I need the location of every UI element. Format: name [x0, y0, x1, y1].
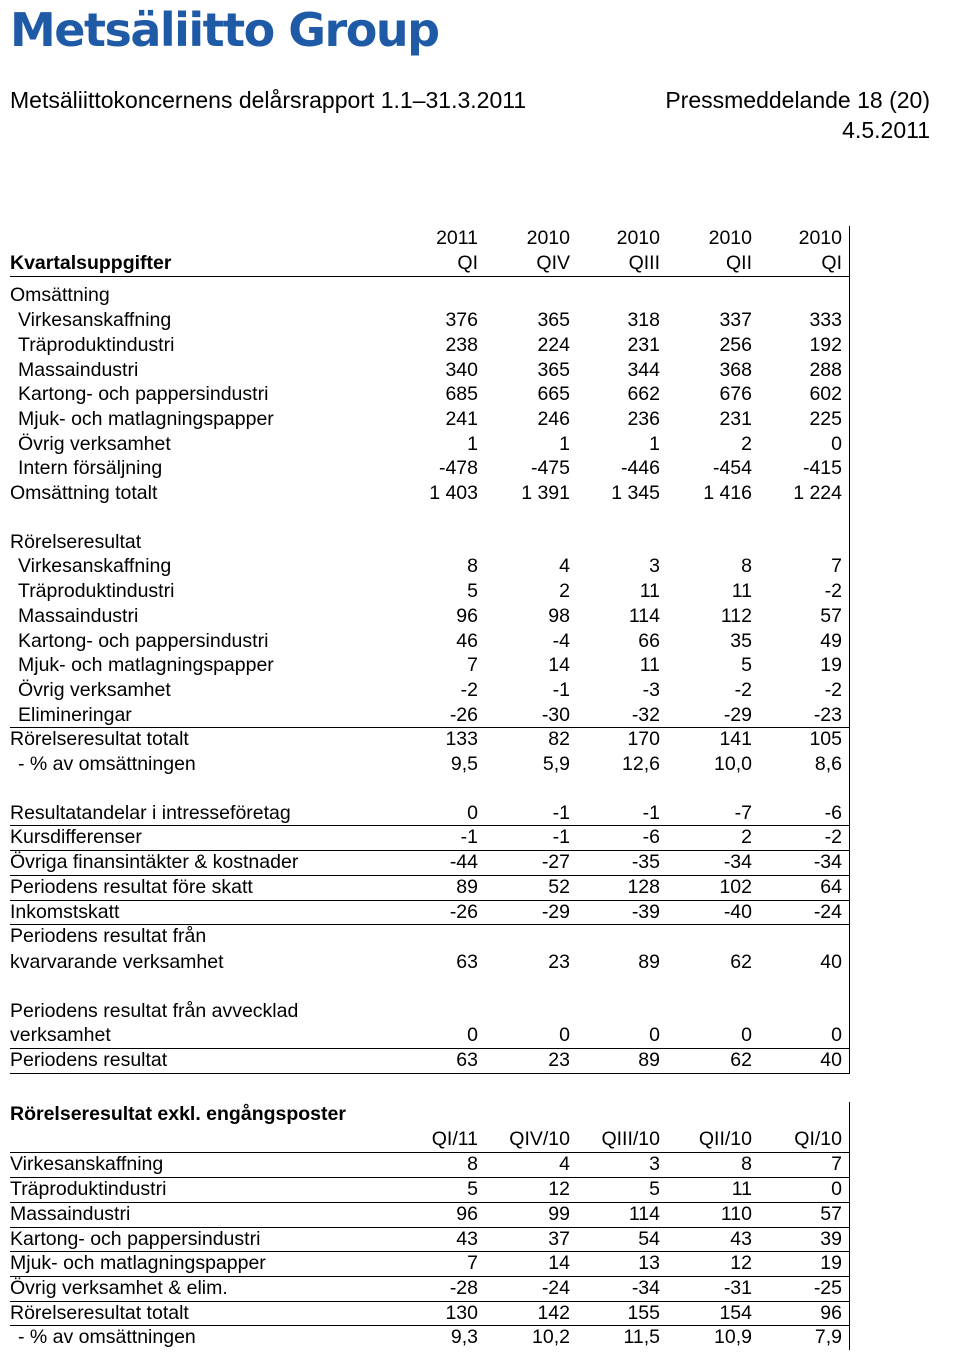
cell-value: 365 — [537, 358, 570, 381]
cell-value: 11 — [731, 580, 752, 603]
cell-value: 9,5 — [450, 753, 478, 775]
cell-value: 155 — [627, 1301, 660, 1324]
report-title: Metsäliittokoncernens delårsrapport 1.1–31.3.2011 — [10, 87, 527, 113]
row-label: Periodens resultat före skatt — [10, 875, 253, 898]
table-row — [10, 1023, 850, 1048]
row-label: kvarvarande verksamhet — [10, 950, 224, 973]
table-row — [10, 358, 850, 383]
cell-value: 8 — [467, 555, 478, 578]
row-label: Övrig verksamhet & elim. — [10, 1276, 228, 1299]
cell-value: 10,2 — [532, 1326, 570, 1349]
cell-value: 337 — [719, 309, 752, 332]
cell-value: 224 — [537, 333, 570, 356]
section-heading — [10, 530, 850, 555]
cell-value: -34 — [813, 851, 842, 874]
cell-value: 5 — [741, 654, 752, 677]
cell-value: 19 — [820, 1252, 842, 1275]
row-label: Intern försäljning — [18, 457, 163, 480]
cell-value: 1 416 — [703, 482, 752, 504]
cell-value: -4 — [552, 629, 570, 652]
cell-value: 238 — [445, 333, 478, 356]
cell-value: 344 — [627, 358, 660, 381]
table-row — [10, 801, 850, 826]
cell-value: 141 — [719, 728, 752, 751]
cell-value: -7 — [734, 801, 752, 824]
cell-value: 676 — [719, 383, 752, 406]
cell-value: 0 — [741, 1024, 752, 1047]
table-border — [849, 1102, 850, 1350]
cell-value: -454 — [712, 457, 752, 480]
table-row — [10, 456, 850, 481]
cell-value: -40 — [723, 900, 752, 923]
row-label: Övriga finansintäkter & kostnader — [10, 851, 299, 874]
cell-value: 2010 — [526, 227, 570, 249]
cell-value: 96 — [456, 604, 478, 627]
cell-value: 662 — [627, 383, 660, 406]
cell-value: 5 — [649, 1178, 660, 1201]
cell-value: 96 — [456, 1202, 478, 1225]
table-row — [10, 1202, 850, 1227]
row-label: Virkesanskaffning — [18, 309, 172, 332]
cell-value: -1 — [552, 826, 570, 849]
press-release-number: Pressmeddelande 18 (20) — [665, 87, 930, 113]
cell-value: 57 — [820, 604, 842, 627]
cell-value: 142 — [537, 1301, 570, 1324]
cell-value: 2011 — [436, 227, 478, 249]
cell-value: -2 — [824, 826, 842, 849]
cell-value: 102 — [719, 875, 752, 898]
row-label: Omsättning totalt — [10, 482, 158, 504]
cell-value: 368 — [719, 358, 752, 381]
cell-value: -1 — [552, 801, 570, 824]
cell-value: QI/10 — [794, 1127, 842, 1150]
cell-value: 43 — [730, 1227, 752, 1250]
table-row — [10, 703, 850, 728]
cell-value: 23 — [548, 1049, 570, 1071]
cell-value: 318 — [627, 309, 660, 332]
cell-value: 133 — [445, 728, 478, 751]
cell-value: 2 — [559, 580, 570, 603]
row-label: - % av omsättningen — [18, 753, 196, 775]
cell-value: 170 — [627, 728, 660, 751]
row-label: Massaindustri — [18, 604, 139, 627]
cell-value: 7 — [831, 1153, 842, 1176]
label-line — [10, 924, 850, 949]
cell-value: 46 — [456, 629, 478, 652]
cell-value: 11 — [731, 1178, 752, 1201]
cell-value: QIV — [536, 251, 570, 274]
cell-value: -31 — [723, 1276, 752, 1299]
row-label: Virkesanskaffning — [18, 555, 172, 578]
cell-value: 10,9 — [714, 1326, 752, 1349]
row-label: verksamhet — [10, 1024, 111, 1047]
cell-value: -415 — [802, 457, 842, 480]
cell-value: 3 — [649, 555, 660, 578]
row-label: Omsättning — [10, 284, 110, 307]
table-row — [10, 653, 850, 678]
table-row — [10, 604, 850, 629]
cell-value: 256 — [719, 333, 752, 356]
row-label: Periodens resultat från — [10, 925, 207, 948]
cell-value: 9,3 — [450, 1326, 478, 1349]
cell-value: 23 — [548, 950, 570, 973]
cell-value: 376 — [445, 309, 478, 332]
percent-row — [10, 1325, 850, 1350]
table-row — [10, 407, 850, 432]
table-row — [10, 382, 850, 407]
cell-value: 98 — [548, 604, 570, 627]
cell-value: 8 — [467, 1153, 478, 1176]
cell-value: -29 — [541, 900, 570, 923]
quarter-header-row — [10, 1127, 850, 1152]
cell-value: 0 — [649, 1024, 660, 1047]
cell-value: 11 — [639, 654, 660, 677]
table-row — [10, 629, 850, 654]
cell-value: -34 — [631, 1276, 660, 1299]
cell-value: 5 — [467, 580, 478, 603]
table-row — [10, 1251, 850, 1276]
cell-value: -1 — [460, 826, 478, 849]
table-border — [849, 226, 850, 1073]
row-label: Rörelseresultat totalt — [10, 1301, 189, 1324]
cell-value: 12 — [548, 1178, 570, 1201]
table-row — [10, 432, 850, 457]
row-label: Elimineringar — [18, 703, 132, 726]
cell-value: QIII/10 — [601, 1127, 660, 1150]
cell-value: -23 — [813, 703, 842, 726]
cell-value: 241 — [445, 407, 478, 430]
cell-value: 1 — [467, 432, 478, 455]
row-label: Periodens resultat — [10, 1049, 168, 1071]
cell-value: 0 — [559, 1024, 570, 1047]
cell-value: 1 403 — [429, 482, 478, 504]
cell-value: 236 — [627, 407, 660, 430]
cell-value: 192 — [809, 333, 842, 356]
cell-value: 12 — [730, 1252, 752, 1275]
cell-value: 52 — [548, 875, 570, 898]
cell-value: -32 — [631, 703, 660, 726]
cell-value: -27 — [541, 851, 570, 874]
row-label: Träproduktindustri — [10, 1178, 167, 1201]
cell-value: 64 — [820, 875, 842, 898]
cell-value: 7 — [831, 555, 842, 578]
cell-value: 4 — [559, 555, 570, 578]
row-label: Rörelseresultat — [10, 530, 142, 553]
cell-value: 49 — [820, 629, 842, 652]
cell-value: 63 — [456, 1049, 478, 1071]
cell-value: -6 — [824, 801, 842, 824]
cell-value: 99 — [548, 1202, 570, 1225]
total-row — [10, 1301, 850, 1326]
cell-value: 2010 — [708, 227, 752, 249]
cell-value: -3 — [642, 678, 660, 701]
cell-value: 7 — [467, 654, 478, 677]
section-heading — [10, 283, 850, 308]
cell-value: 2010 — [798, 227, 842, 249]
label-line — [10, 999, 850, 1024]
row-label: Träproduktindustri — [18, 580, 175, 603]
table-row — [10, 678, 850, 703]
table-row — [10, 333, 850, 358]
cell-value: QII/10 — [698, 1127, 752, 1150]
cell-value: 89 — [456, 875, 478, 898]
cell-value: -29 — [723, 703, 752, 726]
cell-value: 1 345 — [611, 482, 660, 504]
cell-value: 1 224 — [793, 482, 842, 504]
cell-value: 2 — [741, 826, 752, 849]
quarter-header-row — [10, 251, 850, 276]
cell-value: 14 — [548, 1252, 570, 1275]
percent-row — [10, 752, 850, 777]
cell-value: 288 — [809, 358, 842, 381]
cell-value: -478 — [438, 457, 478, 480]
cell-value: -2 — [734, 678, 752, 701]
cell-value: 62 — [730, 1049, 752, 1071]
row-label: Övrig verksamhet — [18, 432, 171, 455]
row-label: Mjuk- och matlagningspapper — [18, 654, 274, 677]
cell-value: 114 — [628, 604, 660, 627]
row-label: Kursdifferenser — [10, 826, 142, 849]
cell-value: 12,6 — [622, 753, 660, 775]
cell-value: 105 — [809, 728, 842, 751]
cell-value: 96 — [820, 1301, 842, 1324]
cell-value: 0 — [831, 432, 842, 455]
cell-value: QII — [725, 251, 752, 274]
row-label: - % av omsättningen — [18, 1326, 196, 1349]
cell-value: 14 — [548, 654, 570, 677]
cell-value: -2 — [824, 678, 842, 701]
cell-value: 602 — [809, 383, 842, 406]
cell-value: QI/11 — [431, 1127, 478, 1150]
cell-value: -446 — [620, 457, 660, 480]
cell-value: -2 — [460, 678, 478, 701]
cell-value: 66 — [638, 629, 660, 652]
cell-value: 7,9 — [814, 1326, 842, 1349]
table-row — [10, 1227, 850, 1252]
cell-value: 7 — [467, 1252, 478, 1275]
row-label: Kartong- och pappersindustri — [10, 1227, 261, 1250]
cell-value: 82 — [548, 728, 570, 751]
cell-value: 112 — [720, 604, 752, 627]
row-label: Rörelseresultat exkl. engångsposter — [10, 1103, 346, 1125]
cell-value: 19 — [820, 654, 842, 677]
cell-value: -24 — [813, 900, 842, 923]
cell-value: 154 — [719, 1301, 752, 1324]
cell-value: 35 — [730, 629, 752, 652]
cell-value: 128 — [627, 875, 660, 898]
cell-value: 1 391 — [521, 482, 570, 504]
cell-value: 231 — [627, 333, 660, 356]
cell-value: 89 — [638, 1049, 660, 1071]
table-row — [10, 850, 850, 875]
cell-value: 40 — [820, 950, 842, 973]
cell-value: 2010 — [616, 227, 660, 249]
cell-value: -1 — [642, 801, 660, 824]
cell-value: 130 — [445, 1301, 478, 1324]
cell-value: 0 — [831, 1178, 842, 1201]
cell-value: 246 — [537, 407, 570, 430]
cell-value: 225 — [809, 407, 842, 430]
cell-value: -475 — [530, 457, 570, 480]
cell-value: -28 — [449, 1276, 478, 1299]
cell-value: -24 — [541, 1276, 570, 1299]
cell-value: 4 — [559, 1153, 570, 1176]
cell-value: 2 — [741, 432, 752, 455]
report-date: 4.5.2011 — [842, 117, 930, 143]
row-label: Inkomstskatt — [10, 900, 120, 923]
cell-value: -25 — [813, 1276, 842, 1299]
row-label: Periodens resultat från avvecklad — [10, 999, 299, 1022]
cell-value: 54 — [638, 1227, 660, 1250]
row-label: Mjuk- och matlagningspapper — [18, 407, 274, 430]
cell-value: 57 — [820, 1202, 842, 1225]
cell-value: 231 — [719, 407, 752, 430]
company-logo: Metsäliitto Group — [10, 3, 439, 57]
total-row — [10, 727, 850, 752]
table-row — [10, 1177, 850, 1202]
cell-value: 40 — [820, 1049, 842, 1071]
cell-value: 3 — [649, 1153, 660, 1176]
cell-value: -35 — [631, 851, 660, 874]
cell-value: -1 — [552, 678, 570, 701]
row-label: Virkesanskaffning — [10, 1153, 164, 1176]
table-row — [10, 308, 850, 333]
cell-value: 333 — [809, 309, 842, 332]
table-row — [10, 1152, 850, 1177]
row-label: Kvartalsuppgifter — [10, 251, 172, 274]
cell-value: -26 — [449, 900, 478, 923]
cell-value: 89 — [638, 950, 660, 973]
cell-value: 11 — [639, 580, 660, 603]
cell-value: 8 — [741, 1153, 752, 1176]
table-row — [10, 579, 850, 604]
table-row — [10, 950, 850, 975]
cell-value: 340 — [445, 358, 478, 381]
cell-value: -30 — [541, 703, 570, 726]
cell-value: QIV/10 — [509, 1127, 570, 1150]
cell-value: 1 — [559, 432, 570, 455]
cell-value: 8 — [741, 555, 752, 578]
row-label: Kartong- och pappersindustri — [18, 383, 269, 406]
cell-value: 37 — [548, 1227, 570, 1250]
row-label: Massaindustri — [10, 1202, 131, 1225]
cell-value: QIII — [628, 251, 660, 274]
table-row — [10, 875, 850, 900]
cell-value: QI — [457, 251, 478, 274]
row-label: Resultatandelar i intresseföretag — [10, 801, 291, 824]
cell-value: 0 — [831, 1024, 842, 1047]
cell-value: -2 — [824, 580, 842, 603]
cell-value: 8,6 — [814, 753, 842, 775]
section-heading — [10, 1102, 850, 1127]
table-row — [10, 1276, 850, 1301]
row-label: Mjuk- och matlagningspapper — [10, 1252, 266, 1275]
cell-value: 43 — [456, 1227, 478, 1250]
cell-value: 114 — [628, 1202, 660, 1225]
year-header-row — [10, 226, 850, 251]
cell-value: -26 — [449, 703, 478, 726]
cell-value: 10,0 — [714, 753, 752, 775]
cell-value: 110 — [720, 1202, 752, 1225]
cell-value: 0 — [467, 801, 478, 824]
total-row — [10, 1048, 850, 1073]
row-label: Övrig verksamhet — [18, 678, 171, 701]
cell-value: -39 — [631, 900, 660, 923]
cell-value: 13 — [638, 1252, 660, 1275]
total-row — [10, 481, 850, 506]
cell-value: 365 — [537, 309, 570, 332]
cell-value: -34 — [723, 851, 752, 874]
row-label: Rörelseresultat totalt — [10, 728, 189, 751]
table-row — [10, 825, 850, 850]
cell-value: 1 — [649, 432, 660, 455]
cell-value: 665 — [537, 383, 570, 406]
cell-value: 39 — [820, 1227, 842, 1250]
row-label: Kartong- och pappersindustri — [18, 629, 269, 652]
cell-value: 5,9 — [542, 753, 570, 775]
cell-value: QI — [821, 251, 842, 274]
cell-value: 62 — [730, 950, 752, 973]
cell-value: -6 — [642, 826, 660, 849]
row-divider — [10, 1073, 850, 1074]
cell-value: 685 — [445, 383, 478, 406]
cell-value: 63 — [456, 950, 478, 973]
row-label: Massaindustri — [18, 358, 139, 381]
cell-value: -44 — [449, 851, 478, 874]
table-row — [10, 900, 850, 925]
table-row — [10, 554, 850, 579]
cell-value: 5 — [467, 1178, 478, 1201]
row-divider — [10, 276, 850, 277]
cell-value: 11,5 — [623, 1326, 660, 1349]
row-label: Träproduktindustri — [18, 333, 175, 356]
cell-value: 0 — [467, 1024, 478, 1047]
